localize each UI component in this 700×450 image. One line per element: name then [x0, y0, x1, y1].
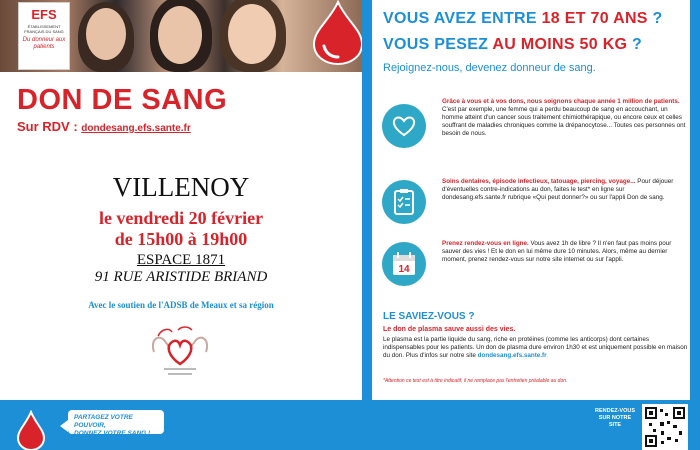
booking-body: Vous avez 1h de libre ? Il n'en faut pas moins pour sauver des vies ! Et le don en lui même dure 10 minutes. Alors, même au dernier moment, prenez rendez-vous sur notre site internet ou sur l'appli. [442, 240, 672, 263]
person-face [158, 6, 202, 64]
support-text: Avec le soutien de l'ADSB de Meaux et sa région [88, 300, 274, 310]
calendar-day: 14 [398, 264, 410, 275]
age-question-text: VOUS AVEZ ENTRE [383, 10, 542, 27]
person-face [86, 8, 126, 60]
join-text: Rejoignez-nous, devenez donneur de sang. [383, 62, 596, 74]
event-venue [0, 252, 362, 286]
blood-drop-icon [14, 410, 48, 450]
event-date [0, 208, 362, 250]
share-bubble [68, 410, 164, 437]
appointment-label: Sur RDV : [17, 119, 78, 134]
eligibility-text [442, 178, 686, 202]
patients-highlight: Grâce à vous et à vos dons, nous soignons chaque année 1 million de patients. [442, 98, 680, 105]
appointment-link[interactable]: dondesang.efs.sante.fr [81, 123, 191, 134]
plasma-link[interactable]: dondesang.efs.sante.fr [477, 352, 547, 359]
venue-address: 91 RUE ARISTIDE BRIAND [94, 269, 268, 285]
efs-logo-subtitle: ÉTABLISSEMENT FRANÇAIS DU SANG [24, 24, 64, 34]
disclaimer-note: *Attention ce test est à titre indicatif, il ne remplace pas l'entretien préalable au don. [383, 378, 568, 384]
event-panel [0, 0, 362, 400]
patients-body: C'est par exemple, une femme qui a perdu beaucoup de sang en accouchant, un homme atteint d'un cancer sous traitement chimiothérapique, ou encore ceux et celles souffrant de maladies chroniques comme la drépanocytose... Toutes ces personnes ont besoin de nous. [442, 106, 686, 137]
event-date-hours: de 15h00 à 19h00 [114, 229, 248, 249]
qr-label: RENDEZ-VOUS SUR NOTRE SITE [594, 408, 636, 428]
age-question [383, 10, 663, 28]
adsb-logo [148, 318, 212, 380]
share-line1: PARTAGEZ VOTRE POUVOIR, [74, 414, 133, 429]
calendar-icon [382, 242, 426, 286]
info-panel [362, 0, 700, 400]
weight-question [383, 36, 642, 54]
event-date-day: le vendredi 20 février [98, 208, 264, 228]
appointment-line [17, 119, 191, 134]
weight-question-mark: ? [627, 36, 643, 53]
event-city: VILLENOY [112, 172, 250, 202]
age-question-mark: ? [647, 10, 663, 27]
weight-question-text: VOUS PESEZ [383, 36, 493, 53]
person-face [228, 4, 276, 64]
did-you-know-heading: LE SAVIEZ-VOUS ? [383, 311, 475, 322]
eligibility-highlight: Soins dentaires, épisode infectieux, tatouage, piercing, voyage... [442, 178, 636, 185]
share-line2: DONNEZ VOTRE SANG ! [74, 430, 151, 437]
booking-highlight: Prenez rendez-vous en ligne. [442, 240, 529, 247]
patients-text [442, 98, 686, 138]
venue-name: ESPACE 1871 [136, 252, 226, 268]
eligibility-body: Pour déjouer d'éventuelles contre-indications au don, faites le test* en ligne sur dondesang.efs.sante.fr rubrique «Qui peut donner?» ou sur l'appli Don de sang. [442, 178, 674, 201]
plasma-text [383, 336, 688, 360]
efs-logo-text: EFS [31, 7, 57, 22]
checklist-icon [382, 180, 426, 224]
plasma-body: Le plasma est la partie liquide du sang, riche en protéines (comme les anticorps) dont certaines indispensables pour les patients. Un don de plasma dure environ 1h30 et est uniquement possible en maison du don. Plus d'infos sur notre site [383, 336, 688, 359]
qr-code-icon[interactable] [642, 404, 688, 450]
hands-heart-icon [382, 104, 426, 148]
weight-question-min: AU MOINS 50 KG [492, 36, 628, 53]
efs-logo [18, 2, 70, 70]
efs-logo-tagline: Du donneur aux patients [22, 37, 66, 50]
plasma-title: Le don de plasma sauve aussi des vies. [383, 326, 516, 333]
age-question-range: 18 ET 70 ANS [541, 10, 648, 27]
booking-text [442, 240, 686, 264]
page-title: DON DE SANG [17, 84, 228, 116]
